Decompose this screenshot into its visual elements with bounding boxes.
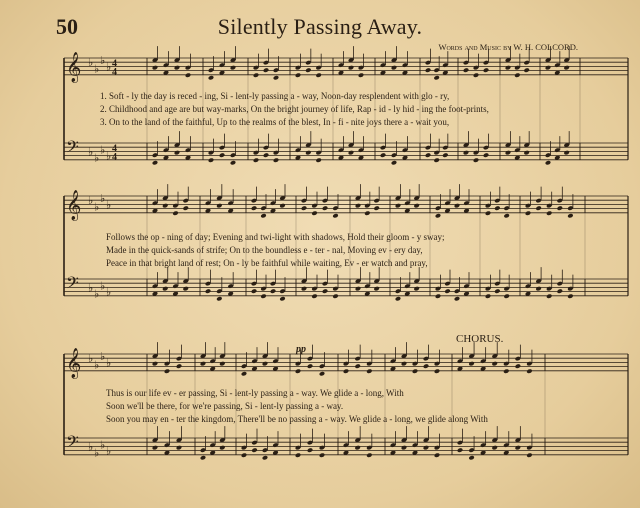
flat-icon: ♭ <box>106 60 112 74</box>
note-head <box>152 65 158 70</box>
note-head <box>494 205 500 210</box>
note-head <box>262 455 268 460</box>
note-head <box>185 73 191 78</box>
note-head <box>319 371 325 376</box>
note-head <box>535 286 541 291</box>
note-head <box>423 445 429 450</box>
note-head <box>545 65 551 70</box>
note-head <box>263 67 269 72</box>
lyric-s1-verse3: 3. On to the land of the faithful, Up to the realms of the blest, In - fi - nite joys there a - wait you, <box>100 117 450 127</box>
note-head <box>307 447 313 452</box>
note-head <box>208 75 214 80</box>
lyric-s2-verse3: Peace in that bright land of rest; On - ly be faithful while waiting, Ev - er watch and pray, <box>106 258 428 268</box>
note-head <box>332 213 338 218</box>
note-head <box>216 203 222 208</box>
note-head <box>525 211 531 216</box>
note-head <box>319 453 325 458</box>
note-head <box>563 150 569 155</box>
note-head <box>546 211 552 216</box>
note-head <box>241 453 247 458</box>
note-head <box>279 296 285 301</box>
note-head <box>380 152 386 157</box>
flat-icon: ♭ <box>94 151 100 165</box>
note-head <box>463 150 469 155</box>
note-head <box>301 205 307 210</box>
flat-icon: ♭ <box>88 145 94 159</box>
note-head <box>295 369 301 374</box>
note-head <box>505 65 511 70</box>
lyric-s2-verse1: Follows the op - ning of day; Evening and twi-light with shadows, Hold their gloom - y sway; <box>106 232 445 242</box>
flat-icon: ♭ <box>94 287 100 301</box>
note-head <box>162 203 168 208</box>
note-head <box>567 213 573 218</box>
note-head <box>454 203 460 208</box>
flat-icon: ♭ <box>94 446 100 460</box>
note-head <box>260 294 266 299</box>
flat-icon: ♭ <box>106 356 112 370</box>
note-head <box>354 363 360 368</box>
note-head <box>523 67 529 72</box>
flat-icon: ♭ <box>100 438 106 452</box>
note-head <box>535 205 541 210</box>
note-head <box>473 73 479 78</box>
treble-clef-icon: 𝄞 <box>66 348 82 379</box>
flat-icon: ♭ <box>94 62 100 76</box>
note-head <box>305 67 311 72</box>
flat-icon: ♭ <box>94 358 100 372</box>
note-head <box>391 160 397 165</box>
flat-icon: ♭ <box>100 279 106 293</box>
note-head <box>473 158 479 163</box>
note-head <box>332 294 338 299</box>
note-head <box>262 361 268 366</box>
note-head <box>355 203 361 208</box>
note-head <box>152 160 158 165</box>
note-head <box>545 160 551 165</box>
composer-credit: Words and Music by W. H. COLCORD. <box>438 42 578 52</box>
note-head <box>307 363 313 368</box>
note-head <box>425 67 431 72</box>
note-head <box>435 294 441 299</box>
note-head <box>174 65 180 70</box>
flat-icon: ♭ <box>106 149 112 163</box>
lyric-s2-verse2: Made in the quick-sands of strife; On to the boundless e - ter - nal, Moving ev - ery day, <box>106 245 423 255</box>
note-head <box>311 294 317 299</box>
note-head <box>162 286 168 291</box>
note-head <box>492 361 498 366</box>
bass-clef-icon: 𝄢 <box>66 431 79 456</box>
note-head <box>253 158 259 163</box>
note-head <box>355 286 361 291</box>
note-head <box>354 445 360 450</box>
dynamic-marking: pp <box>296 344 306 355</box>
note-head <box>348 65 354 70</box>
flat-icon: ♭ <box>100 192 106 206</box>
note-head <box>526 369 532 374</box>
note-head <box>251 288 257 293</box>
note-head <box>358 73 364 78</box>
time-signature: 4 <box>112 66 117 78</box>
lyric-s3-verse1: Thus is our life ev - er passing, Si - lent-ly passing a - way. We glide a - long, With <box>106 388 404 398</box>
note-head <box>253 73 259 78</box>
note-head <box>395 296 401 301</box>
flat-icon: ♭ <box>94 200 100 214</box>
note-head <box>366 453 372 458</box>
note-head <box>433 158 439 163</box>
chorus-label: CHORUS. <box>456 333 504 345</box>
note-head <box>423 363 429 368</box>
note-head <box>373 205 379 210</box>
note-head <box>454 296 460 301</box>
note-head <box>514 73 520 78</box>
note-head <box>444 288 450 293</box>
treble-clef-icon: 𝄞 <box>66 52 82 83</box>
time-signature: 4 <box>112 143 117 155</box>
note-head <box>200 361 206 366</box>
note-head <box>494 288 500 293</box>
note-head <box>205 288 211 293</box>
note-head <box>413 203 419 208</box>
note-head <box>434 453 440 458</box>
note-head <box>200 455 206 460</box>
note-head <box>219 445 225 450</box>
note-head <box>183 286 189 291</box>
note-head <box>391 65 397 70</box>
note-head <box>515 363 521 368</box>
note-head <box>174 150 180 155</box>
note-head <box>251 205 257 210</box>
note-head <box>176 363 182 368</box>
flat-icon: ♭ <box>88 281 94 295</box>
note-head <box>433 75 439 80</box>
note-head <box>208 158 214 163</box>
note-head <box>172 211 178 216</box>
note-head <box>442 152 448 157</box>
note-head <box>273 158 279 163</box>
flat-icon: ♭ <box>88 56 94 70</box>
note-head <box>563 65 569 70</box>
treble-clef-icon: 𝄞 <box>66 190 82 221</box>
note-head <box>301 286 307 291</box>
note-head <box>152 361 158 366</box>
note-head <box>219 361 225 366</box>
note-head <box>273 75 279 80</box>
note-head <box>412 369 418 374</box>
note-head <box>176 445 182 450</box>
note-head <box>485 294 491 299</box>
note-head <box>463 67 469 72</box>
note-head <box>230 65 236 70</box>
flat-icon: ♭ <box>106 285 112 299</box>
note-head <box>523 150 529 155</box>
note-head <box>251 447 257 452</box>
note-head <box>366 369 372 374</box>
note-head <box>263 152 269 157</box>
time-signature: 4 <box>112 151 117 163</box>
note-head <box>515 445 521 450</box>
note-head <box>557 205 563 210</box>
note-head <box>468 455 474 460</box>
note-head <box>364 211 370 216</box>
note-head <box>503 213 509 218</box>
note-head <box>485 211 491 216</box>
flat-icon: ♭ <box>100 350 106 364</box>
note-head <box>434 369 440 374</box>
note-head <box>241 371 247 376</box>
note-head <box>164 369 170 374</box>
hymn-title: Silently Passing Away. <box>217 14 423 39</box>
note-head <box>567 294 573 299</box>
note-head <box>503 294 509 299</box>
note-head <box>322 205 328 210</box>
note-head <box>295 73 301 78</box>
note-head <box>295 453 301 458</box>
note-head <box>230 160 236 165</box>
note-head <box>219 152 225 157</box>
note-head <box>260 213 266 218</box>
lyric-s3-verse2: Soon we'll be there, for we're passing, Si - lent-ly passing a - way. <box>106 401 344 411</box>
time-signature: 4 <box>112 58 117 70</box>
note-head <box>413 286 419 291</box>
note-head <box>492 445 498 450</box>
note-head <box>503 369 509 374</box>
note-head <box>279 203 285 208</box>
note-head <box>526 453 532 458</box>
note-head <box>152 445 158 450</box>
note-head <box>505 150 511 155</box>
note-head <box>183 205 189 210</box>
flat-icon: ♭ <box>100 143 106 157</box>
note-head <box>305 150 311 155</box>
lyric-s1-verse1: 1. Soft - ly the day is reced - ing, Si - lent-ly passing a - way, Noon-day resplendent with glo - ry, <box>100 91 450 101</box>
note-head <box>435 213 441 218</box>
note-head <box>468 361 474 366</box>
note-head <box>270 288 276 293</box>
flat-icon: ♭ <box>106 198 112 212</box>
note-head <box>315 158 321 163</box>
bass-clef-icon: 𝄢 <box>66 136 79 161</box>
bass-clef-icon: 𝄢 <box>66 272 79 297</box>
lyric-s1-verse2: 2. Childhood and age are but way-marks, On the bright journey of life, Rap - id - ly hid - ing the foot-prints, <box>100 104 489 114</box>
note-head <box>311 211 317 216</box>
note-head <box>483 67 489 72</box>
flat-icon: ♭ <box>100 54 106 68</box>
note-head <box>373 286 379 291</box>
note-head <box>348 150 354 155</box>
note-head <box>457 447 463 452</box>
note-head <box>557 288 563 293</box>
note-head <box>401 361 407 366</box>
flat-icon: ♭ <box>106 444 112 458</box>
note-head <box>216 296 222 301</box>
note-head <box>483 152 489 157</box>
note-head <box>546 294 552 299</box>
note-head <box>315 73 321 78</box>
note-head <box>401 445 407 450</box>
lyric-s3-verse3: Soon you may en - ter the kingdom, There'll be no passing a - way. We glide a - long, we glide along With <box>106 414 488 424</box>
page-number: 50 <box>56 14 78 39</box>
note-head <box>425 152 431 157</box>
flat-icon: ♭ <box>88 352 94 366</box>
note-head <box>343 369 349 374</box>
flat-icon: ♭ <box>88 440 94 454</box>
note-head <box>395 203 401 208</box>
note-head <box>322 288 328 293</box>
flat-icon: ♭ <box>88 194 94 208</box>
